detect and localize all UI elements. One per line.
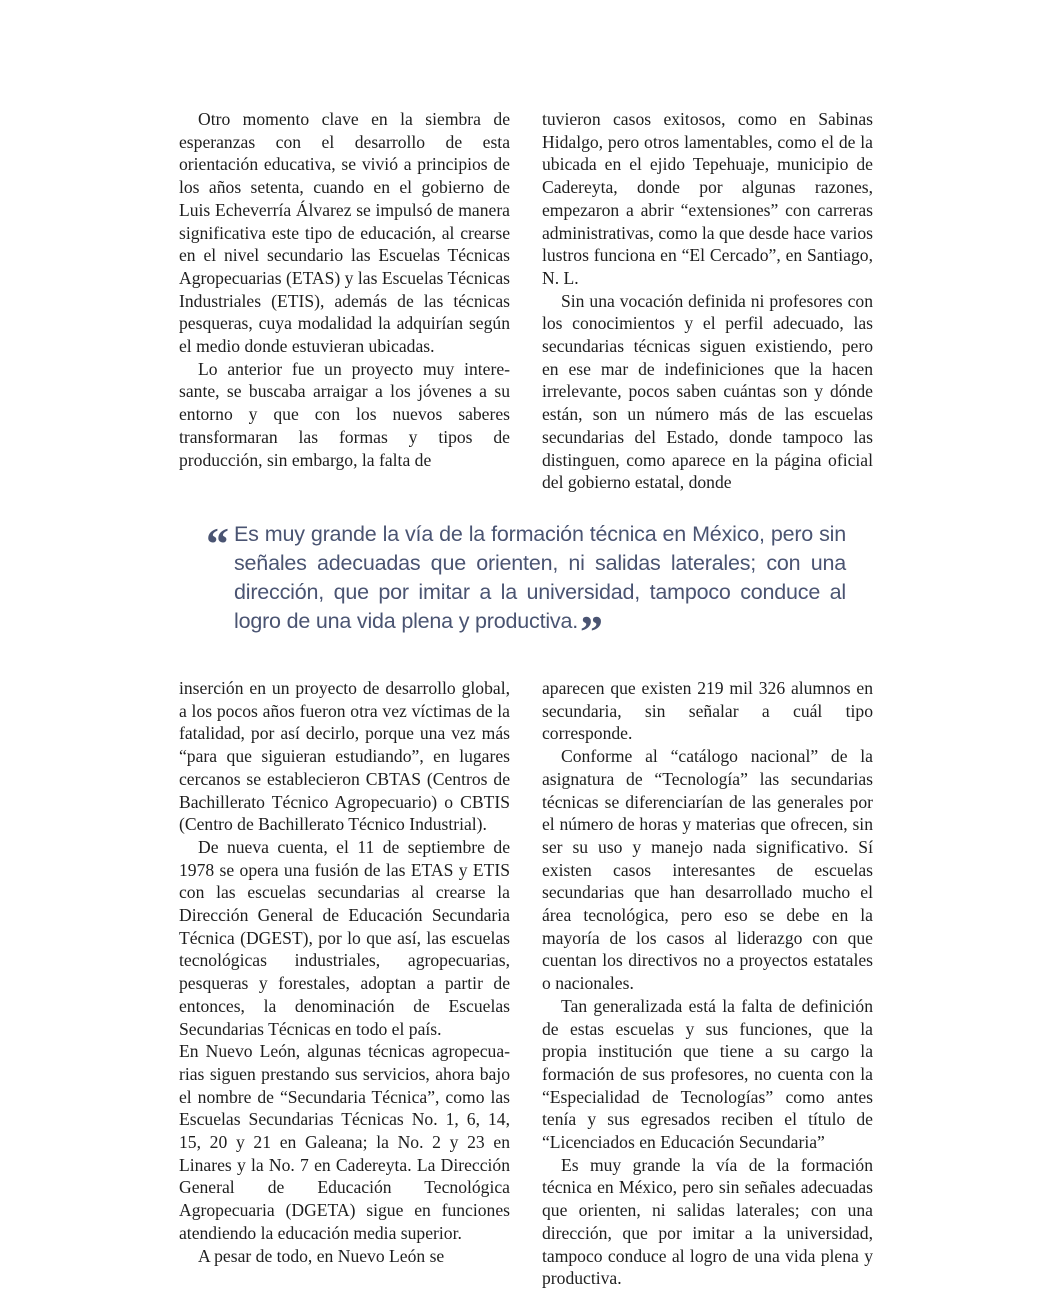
- pull-quote-text: Es muy grande la vía de la formación técnica en México, pero sin señales adecuadas que orienten, ni salidas laterales; con una dirección, que por imitar a la universidad, tampoco conduce al logro de una vida plena y productiva.: [234, 522, 846, 633]
- paragraph: Es muy grande la vía de la formación técnica en México, pero sin señales adecuadas que orienten, ni salidas laterales; con una dirección, que por imitar a la universidad, tampoco conduce al logro de una vida plena y productiva.: [542, 1154, 873, 1289]
- column-4: [542, 677, 873, 1290]
- close-quote-mark: ”: [580, 606, 603, 657]
- column-2: [542, 108, 873, 494]
- paragraph: En Nuevo León, algunas técnicas agropecuarias siguen prestando sus servicios, ahora bajo el nombre de “Secundaria Técnica”, como las Escuelas Secundarias Técnicas No. 1, 6, 14, 15, 20 y 21 en Galeana; la No. 2 y 23 en Linares y la No. 7 en Cadereyta. La Dirección General de Educación Tecnológica Agropecuaria (DGETA) sigue en funciones atendiendo la educación media superior.: [179, 1041, 510, 1243]
- paragraph: aparecen que existen 219 mil 326 alumnos en secundaria, sin señalar a cuál tipo corresponde.: [542, 678, 873, 744]
- pull-quote: “ Es muy grande la vía de la formación técnica en México, pero sin señales adecuadas que orienten, ni salidas laterales; con una dirección, que por imitar a la universidad, tampoco conduce al logro de una vida plena y productiva.”: [206, 518, 846, 657]
- paragraph: A pesar de todo, en Nuevo León se: [198, 1245, 445, 1266]
- paragraph: Conforme al “catálogo nacional” de la asignatura de “Tecnología” las secundarias técnicas se diferenciarían de las generales por el número de horas y materias que ofrecen, sin ser su uso y manejo nada significativo. Sí existen casos interesantes de escuelas secundarias que han desarrollado mucho el área tecnológica, pero eso se debe en la mayoría de los casos al liderazgo con que cuentan los directivos no a proyectos estatales o nacionales.: [542, 746, 873, 994]
- paragraph: Otro momento clave en la siembra de esperanzas con el desarrollo de esta orientación educativa, se vivió a principios de los años setenta, cuando en el gobierno de Luis Echeverría Álvarez se impulsó de manera significativa este tipo de educación, al crearse en el nivel secundario las Escuelas Técnicas Agropecuarias (ETAS) y las Escuelas Técnicas Industriales (ETIS), además de las técnicas pesqueras, cuya modalidad la adquirían según el medio donde estuvieran ubicadas.: [179, 109, 510, 357]
- pull-quote-body: [206, 518, 846, 657]
- paragraph: Lo anterior fue un proyecto muy interesante, se buscaba arraigar a los jóvenes a su entorno y que con los nuevos saberes transformaran las formas y tipos de producción, sin embargo, la falta de: [179, 358, 510, 470]
- column-3: [179, 677, 510, 1267]
- paragraph: Sin una vocación definida ni profesores con los conocimientos y el perfil adecuado, las secundarias técnicas siguen existiendo, pero en ese mar de indefiniciones que la hacen irrelevante, pocos saben cuántas son y dónde están, son un número más de las escuelas secundarias del Estado, donde tampoco las distinguen, como aparece en la página oficial del gobierno estatal, donde: [542, 290, 873, 493]
- paragraph: De nueva cuenta, el 11 de septiembre de 1978 se opera una fusión de las ETAS y ETIS con las escuelas secundarias al crearse la Dirección General de Educación Secundaria Técnica (DGEST), por lo que así, las escuelas tecnológicas industriales, agropecuarias, pesqueras y forestales, adoptan a partir de entonces, la denominación de Escuelas Secundarias Técnicas en todo el país.: [179, 836, 510, 1039]
- paragraph: Tan generalizada está la falta de definición de estas escuelas y sus funciones, que la propia institución que tiene a su cargo la formación de sus profesores, no cuenta con la “Especialidad de Tecnologías” como antes tenía y sus egresados reciben el título de “Licenciados en Educación Secundaria”: [542, 995, 873, 1153]
- paragraph: tuvieron casos exitosos, como en Sabinas Hidalgo, pero otros lamentables, como el de la ubicada en el ejido Tepehuaje, municipio de Cadereyta, donde por algunas razones, empezaron a abrir “extensiones” con carreras administrativas, como la que desde hace varios lustros funciona en “El Cercado”, en Santiago, N. L.: [542, 109, 873, 288]
- column-1: [179, 108, 510, 471]
- paragraph: inserción en un proyecto de desarrollo global, a los pocos años fueron otra vez víctimas de la fatalidad, por así decirlo, porque una vez más “para que siguieran estudiando”, en lugares cercanos se establecieron CBTAS (Centros de Bachillerato Técnico Agropecuario) o CBTIS (Centro de Bachillerato Técnico Industrial).: [179, 678, 510, 835]
